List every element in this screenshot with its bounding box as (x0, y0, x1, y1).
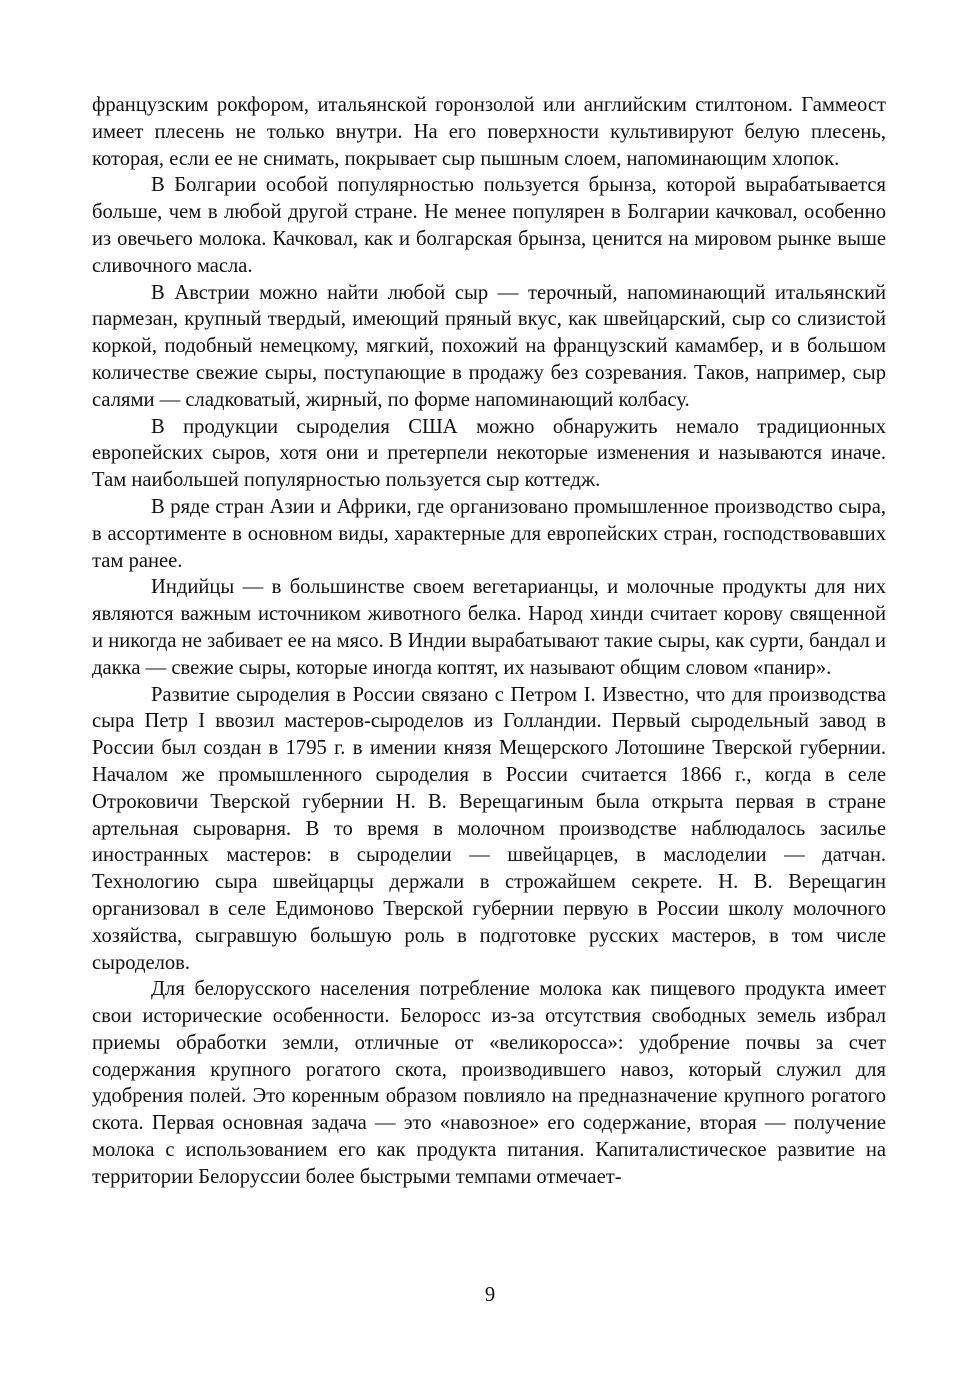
page-number: 9 (484, 1284, 496, 1306)
page-body (92, 92, 886, 1191)
paragraph-russia: Развитие сыроделия в России связано с Петром I. Известно, что для производства сыра Петр I ввозил мастеров-сыроделов из Голландии. Первый сыродельный завод в России был создан в 1795 г. в имении князя Мещерского Лотошине Тверской губернии. Началом же промышленного сыроделия в России считается 1866 г., когда в селе Отроковичи Тверской губернии Н. В. Верещагиным была открыта первая в стране артельная сыроварня. В то время в молочном производстве наблюдалось засилье иностранных мастеров: в сыроделии — швейцарцев, в маслоделии — датчан. Технологию сыра швейцарцы держали в строжайшем секрете. Н. В. Верещагин организовал в селе Едимоново Тверской губернии первую в России школу молочного хозяйства, сыгравшую большую роль в подготовке русских мастеров, в том числе сыроделов. (92, 683, 886, 974)
paragraph-asia-africa: В ряде стран Азии и Африки, где организовано промышленное производство сыра, в ассортименте в основном виды, характерные для европейских стран, господствовавших там ранее. (92, 495, 886, 572)
paragraph-continuation: французским рокфором, итальянской горонзолой или английским стилтоном. Гаммеост имеет плесень не только внутри. На его поверхности культивируют белую плесень, которая, если ее не снимать, покрывает сыр пышным слоем, напоминающим хлопок. (92, 94, 886, 170)
paragraph-bulgaria: В Болгарии особой популярностью пользуется брынза, которой вырабатывается больше, чем в любой другой стране. Не менее популярен в Болгарии качковал, особенно из овечьего молока. Качковал, как и болгарская брынза, ценится на мировом рынке выше сливочного масла. (92, 174, 886, 277)
paragraph-usa: В продукции сыроделия США можно обнаружить немало традиционных европейских сыров, хотя они и претерпели некоторые изменения и называются иначе. Там наибольшей популярностью пользуется сыр коттедж. (92, 415, 886, 492)
paragraph-india: Индийцы — в большинстве своем вегетарианцы, и молочные продукты для них являются важным источником животного белка. Народ хинди считает корову священной и никогда не забивает ее на мясо. В Индии вырабатывают такие сыры, как сурти, бандал и дакка — свежие сыры, которые иногда коптят, их называют общим словом «панир». (92, 576, 886, 679)
paragraph-belarus: Для белорусского населения потребление молока как пищевого продукта имеет свои исторические особенности. Белоросс из-за отсутствия свободных земель избрал приемы обработки земли, отличные от «великоросса»: удобрение почвы за счет содержания крупного рогатого скота, производившего навоз, который служил для удобрения полей. Это коренным образом повлияло на предназначение крупного рогатого скота. Первая основная задача — это «навозное» его содержание, вторая — получение молока с использованием его как продукта питания. Капиталистическое развитие на территории Белоруссии более быстрыми темпами отмечает- (92, 978, 886, 1188)
paragraph-austria: В Австрии можно найти любой сыр — терочный, напоминающий итальянский пармезан, крупный твердый, имеющий пряный вкус, как швейцарский, сыр со слизистой коркой, подобный немецкому, мягкий, похожий на французский камамбер, и в большом количестве свежие сыры, поступающие в продажу без созревания. Таков, например, сыр салями — сладковатый, жирный, по форме напоминающий колбасу. (92, 281, 886, 411)
